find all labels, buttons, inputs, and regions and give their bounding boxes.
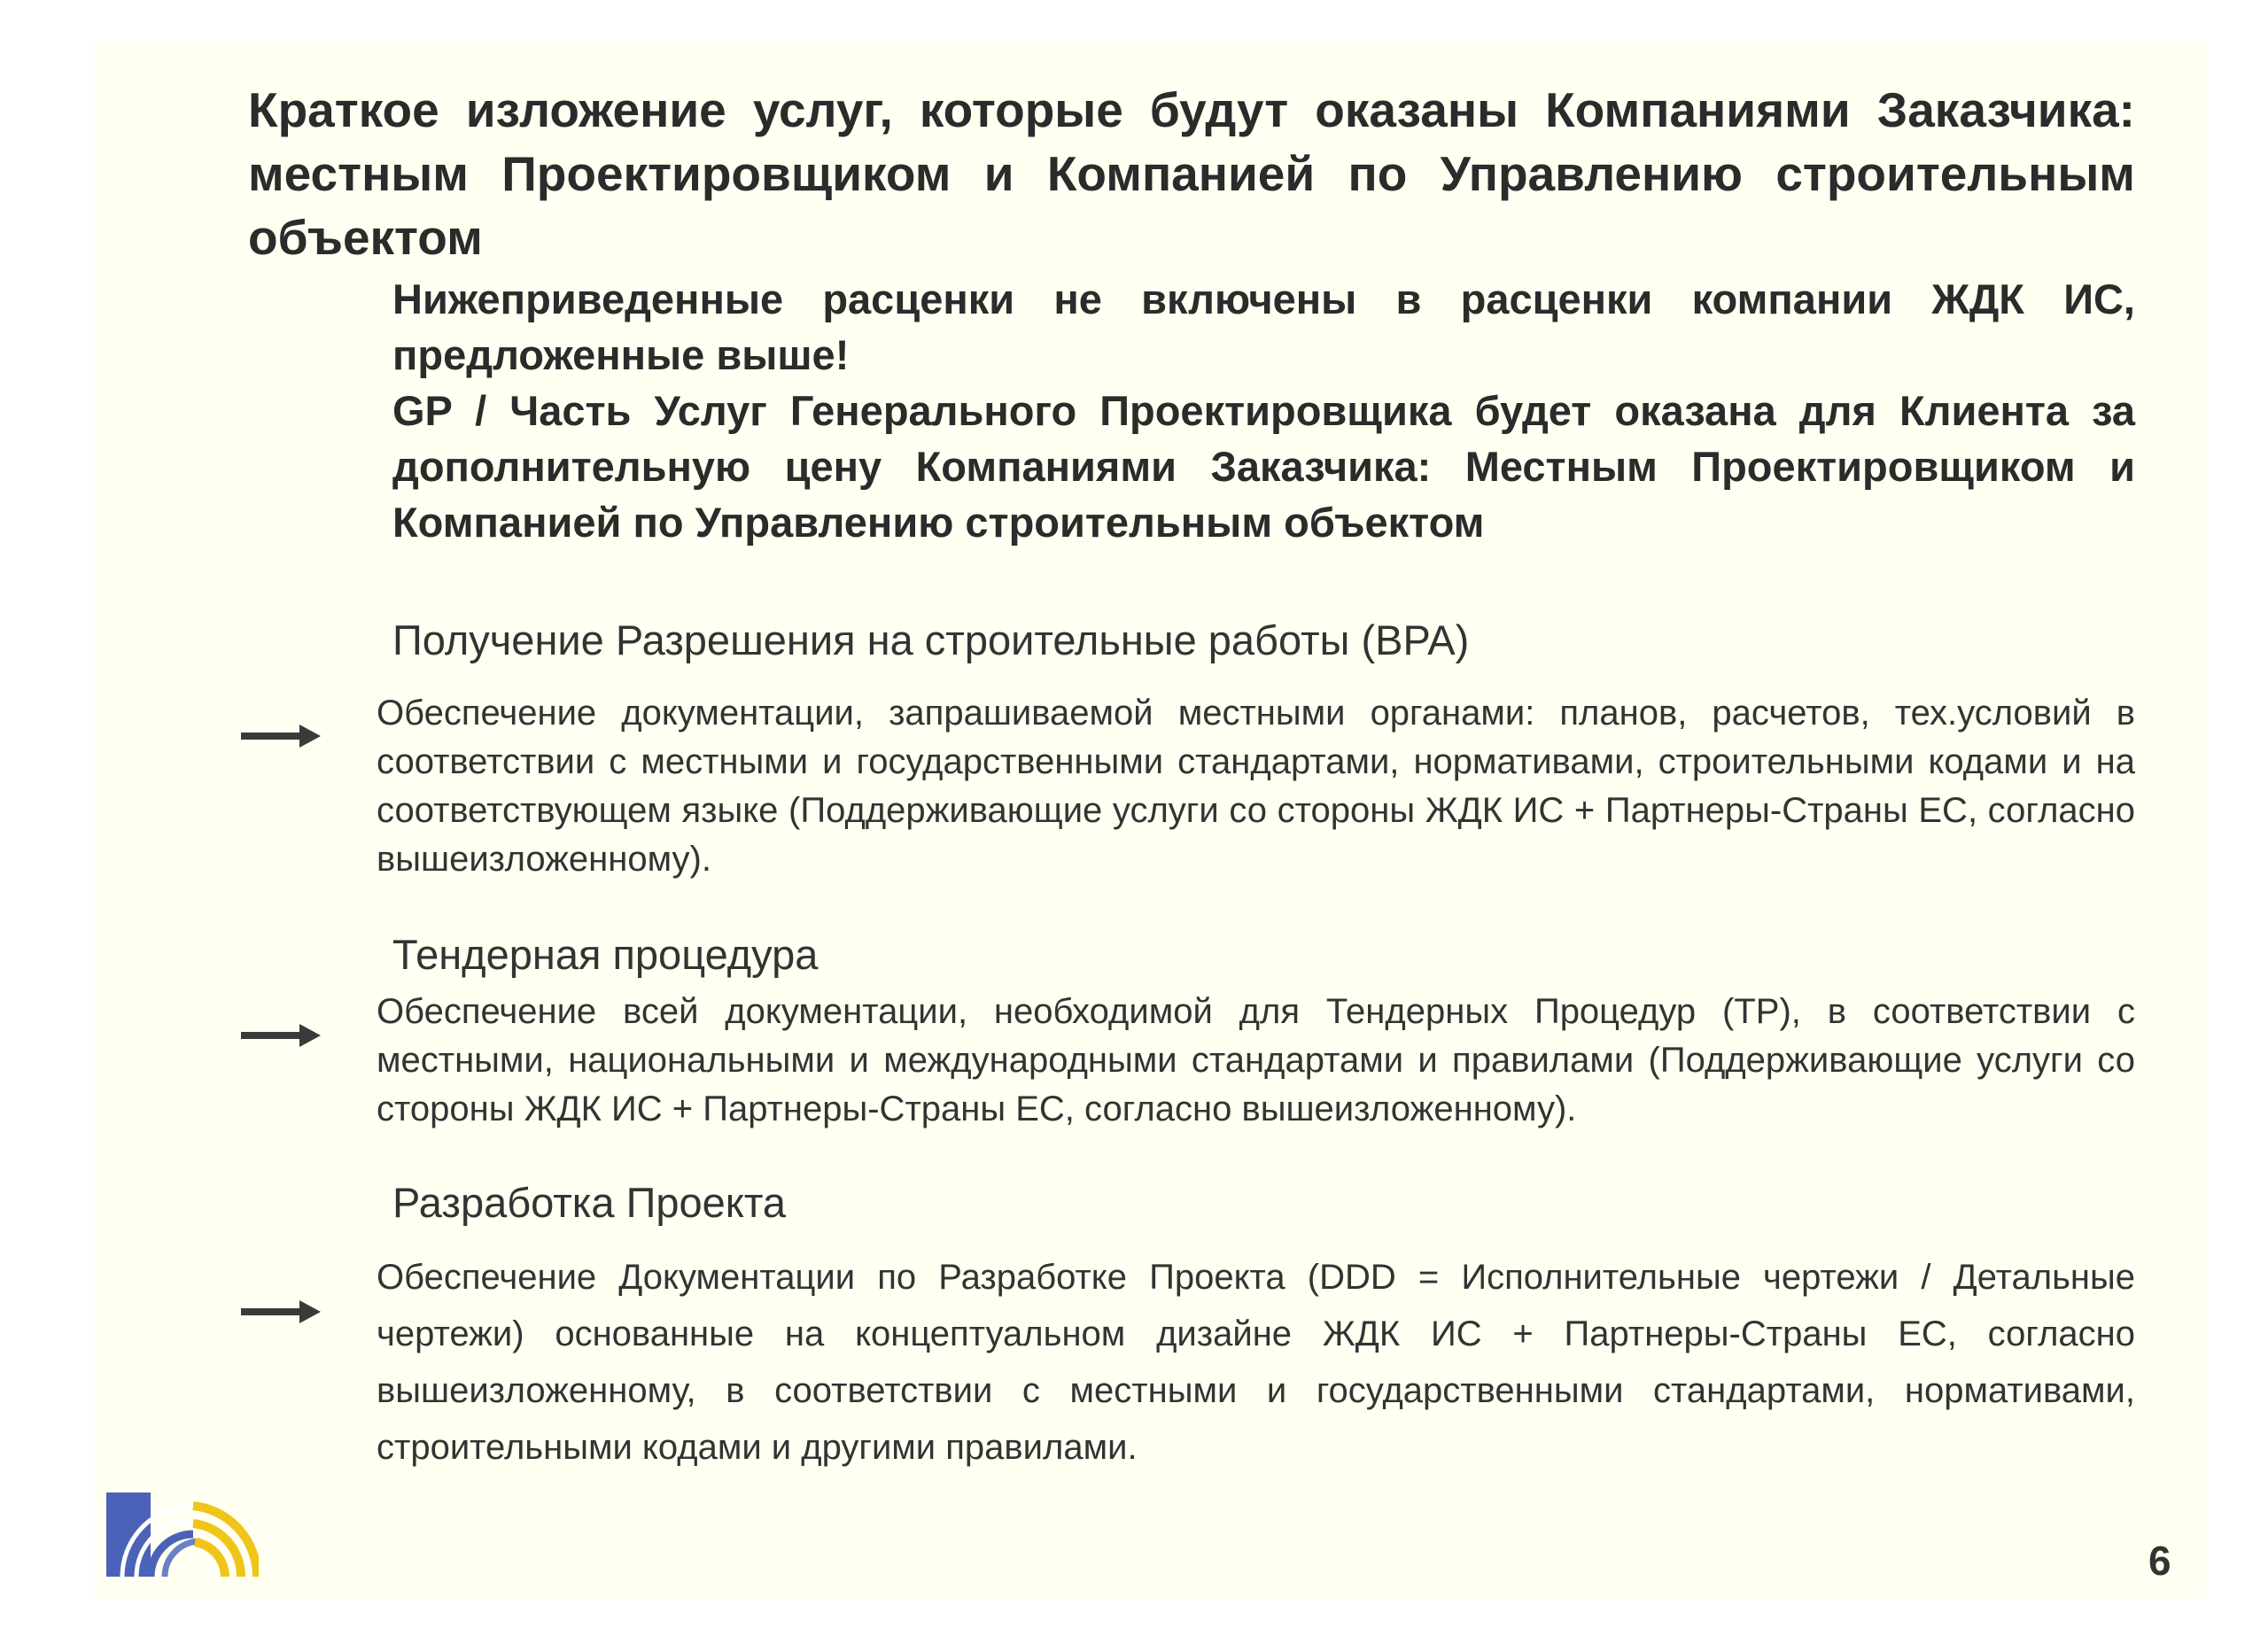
arrow-right-icon (241, 1022, 321, 1049)
price-notice: Нижеприведенные расценки не включены в расценки компании ЖДК ИС, предложенные выше! (392, 275, 2135, 378)
page-title: Краткое изложение услуг, которые будут оказаны Компаниями Заказчика: местным Проектировщиком и Компанией по Управлению строительным объектом (248, 82, 2135, 265)
arrow-right-icon (241, 723, 321, 749)
section-heading-bpa: Получение Разрешения на строительные работы (BPA) (392, 616, 1470, 663)
company-logo (106, 1493, 259, 1577)
arrow-right-icon (241, 1299, 321, 1325)
subtitle-block (392, 271, 2135, 550)
section-body-tender: Обеспечение всей документации, необходимой для Тендерных Процедур (TP), в соответствии с местными, национальными и международными стандартами и правилами (Поддерживающие услуги со стороны ЖДК ИС + Партнеры-Страны ЕС, согласно вышеизложенному). (377, 992, 2135, 1128)
section-body-design: Обеспечение Документации по Разработке Проекта (DDD = Исполнительные чертежи / Детальные чертежи) основанные на концептуальном дизайне ЖДК ИС + Партнеры-Страны ЕС, согласно вышеизложенному, в соответствии с местными и государственными стандартами, нормативами, строительными кодами и другими правилами. (377, 1258, 2135, 1467)
section-body-bpa: Обеспечение документации, запрашиваемой местными органами: планов, расчетов, тех.условий в соответствии с местными и государственными стандартами, нормативами, строительными кодами и на соответствующем языке (Поддерживающие услуги со стороны ЖДК ИС + Партнеры-Страны ЕС, согласно вышеизложенному). (377, 694, 2135, 879)
section-heading-design: Разработка Проекта (392, 1179, 786, 1226)
page-number: 6 (2148, 1538, 2171, 1584)
section-heading-tender: Тендерная процедура (392, 931, 819, 978)
gp-services-text: GP / Часть Услуг Генерального Проектировщика будет оказана для Клиента за дополнительную цену Компаниями Заказчика: Местным Проектировщиком и Компанией по Управлению строительным объектом (392, 387, 2135, 546)
